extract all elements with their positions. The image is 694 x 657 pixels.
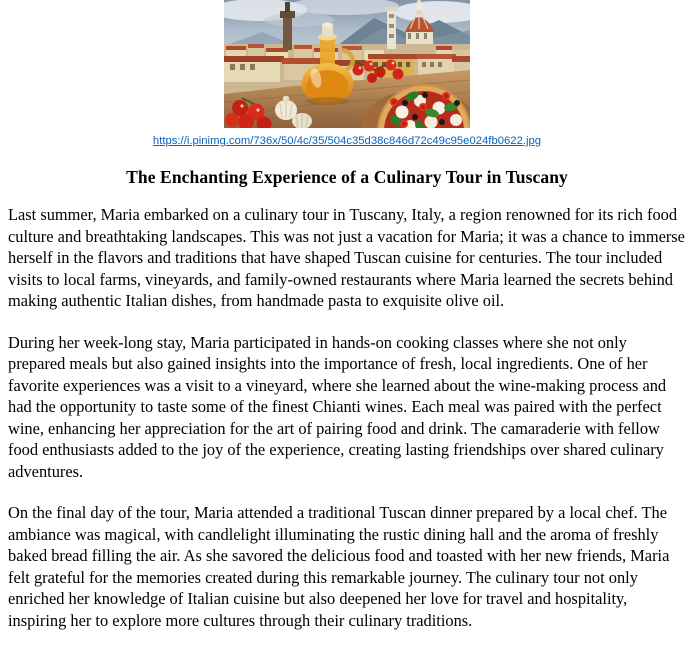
image-source-caption <box>0 133 694 148</box>
hero-image-container <box>0 0 694 128</box>
image-source-link[interactable]: https://i.pinimg.com/736x/50/4c/35/504c35d38c846d72c49c95e024fb0622.jpg <box>152 135 542 147</box>
paragraph-1: Last summer, Maria embarked on a culinary tour in Tuscany, Italy, a region renowned for its rich food culture and breathtaking landscapes. This was not just a vacation for Maria; it was a chance to immerse herself in the flavors and traditions that have shaped Tuscan cuisine for centuries. The tour included visits to local farms, vineyards, and family-owned restaurants where Maria learned the secrets behind making authentic Italian dishes, from handmade pasta to exquisite olive oil. <box>8 205 685 310</box>
florence-culinary-photo <box>224 0 470 128</box>
paragraph-3: On the final day of the tour, Maria attended a traditional Tuscan dinner prepared by a local chef. The ambiance was magical, with candlelight illuminating the rustic dining hall and the aroma of freshly baked bread filling the air. As she savored the delicious food and toasted with her new friends, Maria felt grateful for the memories created during this remarkable journey. The culinary tour not only enriched her knowledge of Italian cuisine but also deepened her love for travel and hospitality, inspiring her to explore more cultures through their culinary traditions. <box>8 503 670 630</box>
page-title: The Enchanting Experience of a Culinary Tour in Tuscany <box>126 167 568 187</box>
paragraph-2: During her week-long stay, Maria participated in hands-on cooking classes where she not only prepared meals but also gained insights into the importance of fresh, local ingredients. One of her favorite experiences was a visit to a vineyard, where she learned about the wine-making process and had the opportunity to taste some of the finest Chianti wines. Each meal was paired with the perfect wine, enhancing her appreciation for the art of pairing food and drink. The camaraderie with fellow food enthusiasts added to the joy of the experience, creating lasting friendships over shared culinary adventures. <box>8 332 667 481</box>
document-body <box>0 189 694 631</box>
